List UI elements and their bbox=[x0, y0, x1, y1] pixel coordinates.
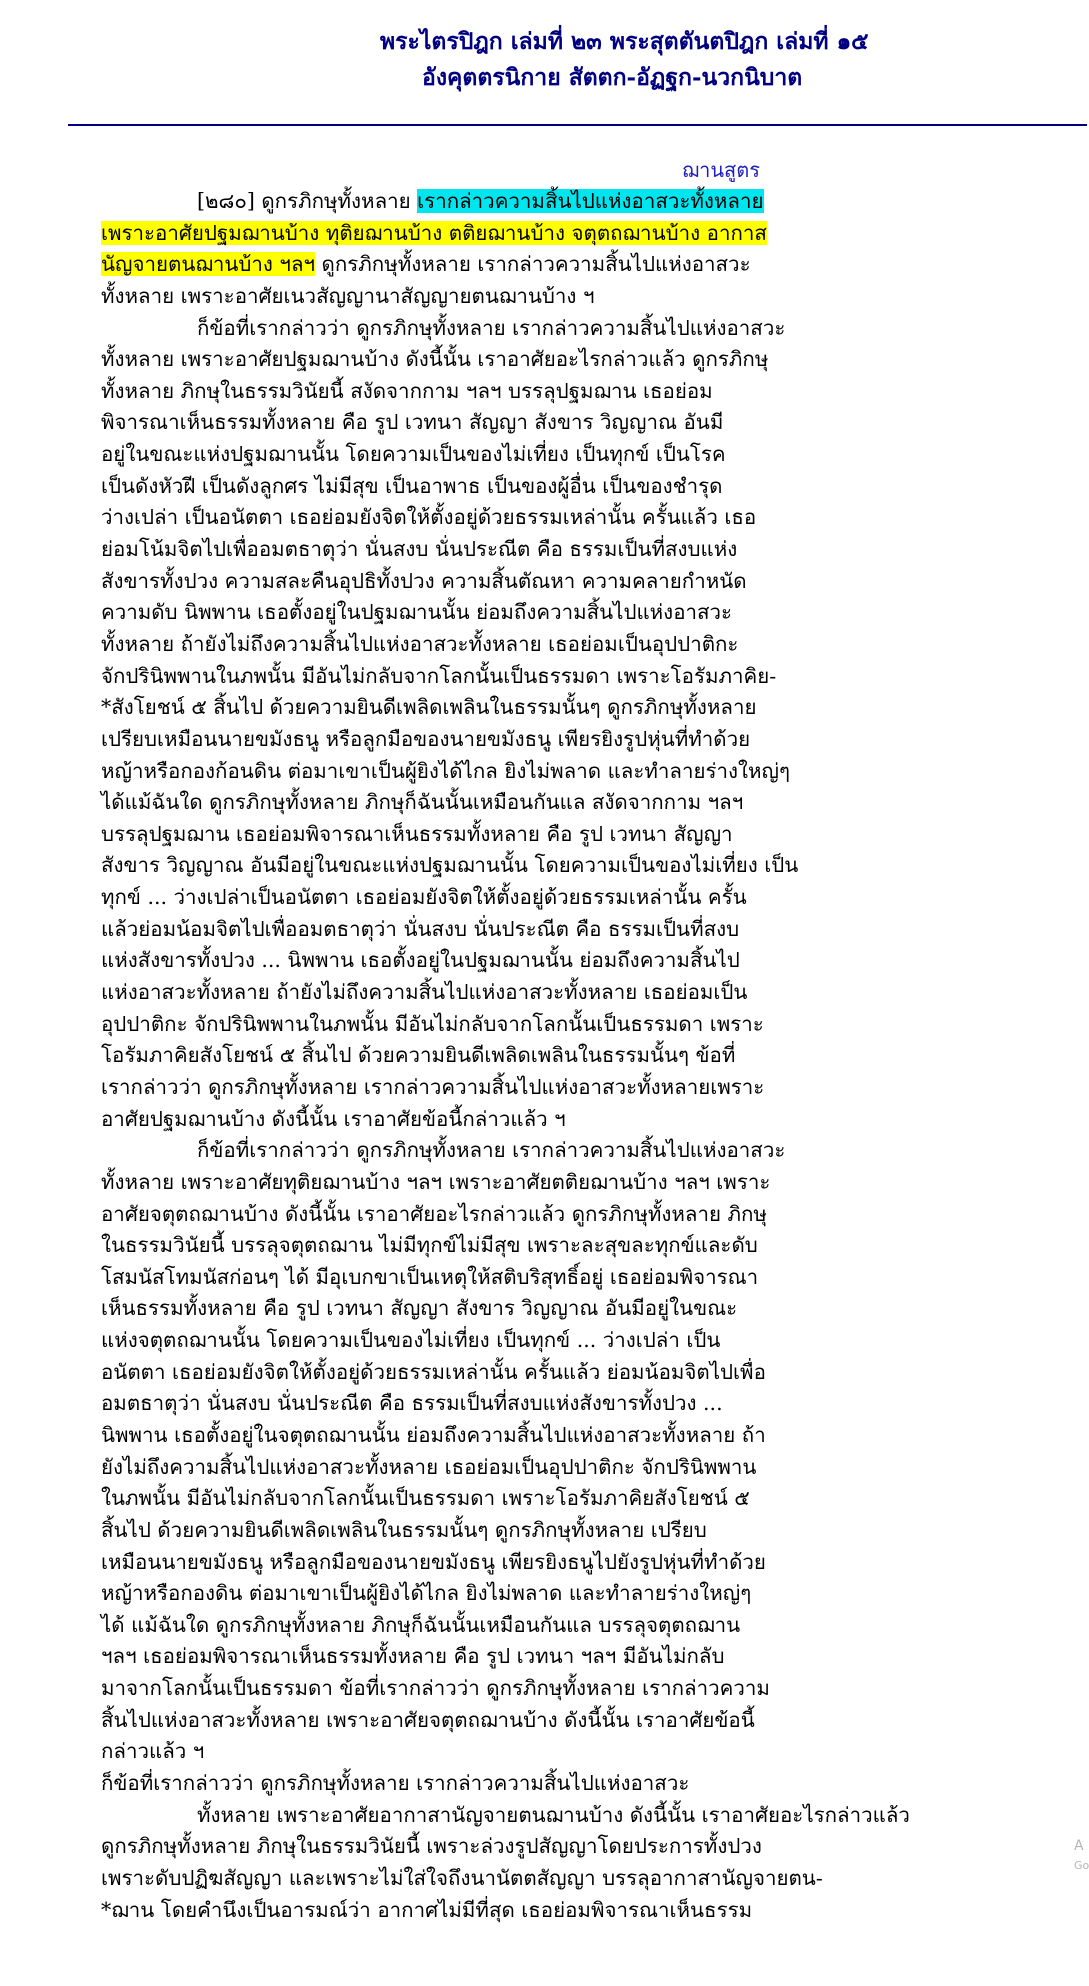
text-line: อมตธาตุว่า นั่นสงบ นั่นประณีต คือ ธรรมเป็นที่สงบแห่งสังขารทั้งปวง ... bbox=[101, 1391, 723, 1416]
text-line: ว่างเปล่า เป็นอนัตตา เธอย่อมยังจิตให้ตั้งอยู่ด้วยธรรมเหล่านั้น ครั้นแล้ว เธอ bbox=[101, 505, 757, 530]
text-line: *สังโยชน์ ๕ สิ้นไป ด้วยความยินดีเพลิดเพลินในธรรมนั้นๆ ดูกรภิกษุทั้งหลาย bbox=[101, 695, 757, 720]
text-line: อุปปาติกะ จักปรินิพพานในภพนั้น มีอันไม่กลับจากโลกนั้นเป็นธรรมดา เพราะ bbox=[101, 1011, 764, 1036]
paragraph-number-text: [๒๘๐] ดูกรภิกษุทั้งหลาย bbox=[197, 189, 418, 213]
text-line: ยังไม่ถึงความสิ้นไปแห่งอาสวะทั้งหลาย เธอย่อมเป็นอุปปาติกะ จักปรินิพพาน bbox=[101, 1454, 757, 1479]
text-line: ก็ข้อที่เรากล่าวว่า ดูกรภิกษุทั้งหลาย เรากล่าวความสิ้นไปแห่งอาสวะ bbox=[101, 1771, 690, 1796]
text-line: ก็ข้อที่เรากล่าวว่า ดูกรภิกษุทั้งหลาย เรากล่าวความสิ้นไปแห่งอาสวะ bbox=[197, 1138, 786, 1163]
highlighted-text-yellow: นัญจายตนฌานบ้าง ฯลฯ bbox=[101, 252, 316, 277]
text-line bbox=[101, 249, 921, 281]
page-header bbox=[380, 24, 1060, 96]
text-line: โอรัมภาคิยสังโยชน์ ๕ สิ้นไป ด้วยความยินดีเพลิดเพลินในธรรมนั้นๆ ข้อที่ bbox=[101, 1043, 736, 1068]
text-line: โสมนัสโทมนัสก่อนๆ ได้ มีอุเบกขาเป็นเหตุให้สติบริสุทธิ์อยู่ เธอย่อมพิจารณา bbox=[101, 1264, 759, 1289]
text-line: ได้แม้ฉันใด ดูกรภิกษุทั้งหลาย ภิกษุก็ฉันนั้นเหมือนกันแล สงัดจากกาม ฯลฯ bbox=[101, 790, 744, 815]
text-line bbox=[101, 218, 921, 250]
text-line: ได้ แม้ฉันใด ดูกรภิกษุทั้งหลาย ภิกษุก็ฉันนั้นเหมือนกันแล บรรลุจตุตถฌาน bbox=[101, 1612, 741, 1637]
text-line: กล่าวแล้ว ฯ bbox=[101, 1739, 205, 1764]
text-line: เรากล่าวว่า ดูกรภิกษุทั้งหลาย เรากล่าวความสิ้นไปแห่งอาสวะทั้งหลายเพราะ bbox=[101, 1074, 765, 1099]
text-line: ทั้งหลาย เพราะอาศัยทุติยฌานบ้าง ฯลฯ เพราะอาศัยตติยฌานบ้าง ฯลฯ เพราะ bbox=[101, 1169, 771, 1194]
text-run: ดูกรภิกษุทั้งหลาย เรากล่าวความสิ้นไปแห่งอาสวะ bbox=[315, 252, 751, 277]
text-line: แล้วย่อมน้อมจิตไปเพื่ออมตธาตุว่า นั่นสงบ นั่นประณีต คือ ธรรมเป็นที่สงบ bbox=[101, 916, 740, 941]
text-line: สิ้นไป ด้วยความยินดีเพลิดเพลินในธรรมนั้นๆ ดูกรภิกษุทั้งหลาย เปรียบ bbox=[101, 1517, 707, 1542]
text-line: ย่อมโน้มจิตไปเพื่ออมตธาตุว่า นั่นสงบ นั่นประณีต คือ ธรรมเป็นที่สงบแห่ง bbox=[101, 537, 738, 562]
sutta-title: ฌานสูตร bbox=[682, 158, 760, 182]
text-line: หญ้าหรือกองก้อนดิน ต่อมาเขาเป็นผู้ยิงได้ไกล ยิงไม่พลาด และทำลายร่างใหญ่ๆ bbox=[101, 758, 791, 783]
text-line: อยู่ในขณะแห่งปฐมฌานนั้น โดยความเป็นของไม่เที่ยง เป็นทุกข์ เป็นโรค bbox=[101, 442, 726, 467]
corner-text-2: Go bbox=[1074, 1859, 1089, 1872]
text-line: แห่งสังขารทั้งปวง ... นิพพาน เธอตั้งอยู่ในปฐมฌานนั้น ย่อมถึงความสิ้นไป bbox=[101, 948, 740, 973]
text-line: แห่งอาสวะทั้งหลาย ถ้ายังไม่ถึงความสิ้นไปแห่งอาสวะทั้งหลาย เธอย่อมเป็น bbox=[101, 980, 748, 1005]
text-line: พิจารณาเห็นธรรมทั้งหลาย คือ รูป เวทนา สัญญา สังขาร วิญญาณ อันมี bbox=[101, 410, 724, 435]
body-text bbox=[101, 186, 921, 1926]
header-line-2: อังคุตตรนิกาย สัตตก-อัฏฐก-นวกนิบาต bbox=[422, 64, 803, 91]
text-line: ทุกข์ ... ว่างเปล่าเป็นอนัตตา เธอย่อมยังจิตให้ตั้งอยู่ด้วยธรรมเหล่านั้น ครั้น bbox=[101, 885, 747, 910]
text-line: อนัตตา เธอย่อมยังจิตให้ตั้งอยู่ด้วยธรรมเหล่านั้น ครั้นแล้ว ย่อมน้อมจิตไปเพื่อ bbox=[101, 1359, 766, 1384]
text-line: สังขาร วิญญาณ อันมีอยู่ในขณะแห่งปฐมฌานนั้น โดยความเป็นของไม่เที่ยง เป็น bbox=[101, 853, 799, 878]
corner-text-1: A bbox=[1074, 1838, 1084, 1854]
text-line: อาศัยปฐมฌานบ้าง ดังนี้นั้น เราอาศัยข้อนี้กล่าวแล้ว ฯ bbox=[101, 1106, 566, 1131]
text-line: สิ้นไปแห่งอาสวะทั้งหลาย เพราะอาศัยจตุตถฌานบ้าง ดังนี้นั้น เราอาศัยข้อนี้ bbox=[101, 1707, 755, 1732]
text-line: ทั้งหลาย เพราะอาศัยเนวสัญญานาสัญญายตนฌานบ้าง ฯ bbox=[101, 283, 595, 308]
header-line-1: พระไตรปิฎก เล่มที่ ๒๓ พระสุตตันตปิฎก เล่มที่ ๑๕ bbox=[380, 28, 869, 55]
text-line: มาจากโลกนั้นเป็นธรรมดา ข้อที่เรากล่าวว่า ดูกรภิกษุทั้งหลาย เรากล่าวความ bbox=[101, 1676, 770, 1701]
text-line: เปรียบเหมือนนายขมังธนู หรือลูกมือของนายขมังธนู เพียรยิงรูปหุ่นที่ทำด้วย bbox=[101, 726, 751, 751]
text-line: ดูกรภิกษุทั้งหลาย ภิกษุในธรรมวินัยนี้ เพราะล่วงรูปสัญญาโดยประการทั้งปวง bbox=[101, 1834, 762, 1859]
text-line: เพราะดับปฏิฆสัญญา และเพราะไม่ใส่ใจถึงนานัตตสัญญา บรรลุอากาสานัญจายตน- bbox=[101, 1865, 823, 1890]
text-line: ทั้งหลาย ภิกษุในธรรมวินัยนี้ สงัดจากกาม ฯลฯ บรรลุปฐมฌาน เธอย่อม bbox=[101, 378, 713, 403]
highlighted-text-cyan: เรากล่าวความสิ้นไปแห่งอาสวะทั้งหลาย bbox=[417, 189, 764, 213]
corner-watermark bbox=[1074, 1836, 1089, 1876]
text-line: บรรลุปฐมฌาน เธอย่อมพิจารณาเห็นธรรมทั้งหลาย คือ รูป เวทนา สัญญา bbox=[101, 821, 733, 846]
text-line: ทั้งหลาย เพราะอาศัยอากาสานัญจายตนฌานบ้าง ดังนี้นั้น เราอาศัยอะไรกล่าวแล้ว bbox=[197, 1802, 910, 1827]
text-line: ทั้งหลาย ถ้ายังไม่ถึงความสิ้นไปแห่งอาสวะทั้งหลาย เธอย่อมเป็นอุปปาติกะ bbox=[101, 631, 739, 656]
text-line: หญ้าหรือกองดิน ต่อมาเขาเป็นผู้ยิงได้ไกล ยิงไม่พลาด และทำลายร่างใหญ่ๆ bbox=[101, 1581, 752, 1606]
text-line: อาศัยจตุตถฌานบ้าง ดังนี้นั้น เราอาศัยอะไรกล่าวแล้ว ดูกรภิกษุทั้งหลาย ภิกษุ bbox=[101, 1201, 767, 1226]
text-line: เป็นดังหัวฝี เป็นดังลูกศร ไม่มีสุข เป็นอาพาธ เป็นของผู้อื่น เป็นของชำรุด bbox=[101, 473, 723, 498]
text-line: ความดับ นิพพาน เธอตั้งอยู่ในปฐมฌานนั้น ย่อมถึงความสิ้นไปแห่งอาสวะ bbox=[101, 600, 733, 625]
text-line: ฯลฯ เธอย่อมพิจารณาเห็นธรรมทั้งหลาย คือ รูป เวทนา ฯลฯ มีอันไม่กลับ bbox=[101, 1644, 725, 1669]
text-line: เห็นธรรมทั้งหลาย คือ รูป เวทนา สัญญา สังขาร วิญญาณ อันมีอยู่ในขณะ bbox=[101, 1296, 738, 1321]
text-line: สังขารทั้งปวง ความสละคืนอุปธิทั้งปวง ความสิ้นตัณหา ความคลายกำหนัด bbox=[101, 568, 747, 593]
text-line: จักปรินิพพานในภพนั้น มีอันไม่กลับจากโลกนั้นเป็นธรรมดา เพราะโอรัมภาคิย- bbox=[101, 663, 777, 688]
text-line: *ฌาน โดยคำนึงเป็นอารมณ์ว่า อากาศไม่มีที่สุด เธอย่อมพิจารณาเห็นธรรม bbox=[101, 1897, 753, 1922]
text-line: แห่งจตุตถฌานนั้น โดยความเป็นของไม่เที่ยง เป็นทุกข์ ... ว่างเปล่า เป็น bbox=[101, 1328, 721, 1353]
text-line bbox=[101, 186, 921, 218]
text-line: ก็ข้อที่เรากล่าวว่า ดูกรภิกษุทั้งหลาย เรากล่าวความสิ้นไปแห่งอาสวะ bbox=[197, 315, 786, 340]
header-divider bbox=[68, 124, 1087, 126]
highlighted-text-yellow: เพราะอาศัยปฐมฌานบ้าง ทุติยฌานบ้าง ตติยฌานบ้าง จตุตถฌานบ้าง อากาส bbox=[101, 220, 767, 245]
text-line: ทั้งหลาย เพราะอาศัยปฐมฌานบ้าง ดังนี้นั้น เราอาศัยอะไรกล่าวแล้ว ดูกรภิกษุ bbox=[101, 347, 769, 372]
text-line: ในภพนั้น มีอันไม่กลับจากโลกนั้นเป็นธรรมดา เพราะโอรัมภาคิยสังโยชน์ ๕ bbox=[101, 1486, 750, 1511]
text-line: ในธรรมวินัยนี้ บรรลุจตุตถฌาน ไม่มีทุกข์ไม่มีสุข เพราะละสุขละทุกข์และดับ bbox=[101, 1233, 758, 1258]
text-line: นิพพาน เธอตั้งอยู่ในจตุตถฌานนั้น ย่อมถึงความสิ้นไปแห่งอาสวะทั้งหลาย ถ้า bbox=[101, 1422, 766, 1447]
text-line: เหมือนนายขมังธนู หรือลูกมือของนายขมังธนู เพียรยิงธนูไปยังรูปหุ่นที่ทำด้วย bbox=[101, 1549, 766, 1574]
